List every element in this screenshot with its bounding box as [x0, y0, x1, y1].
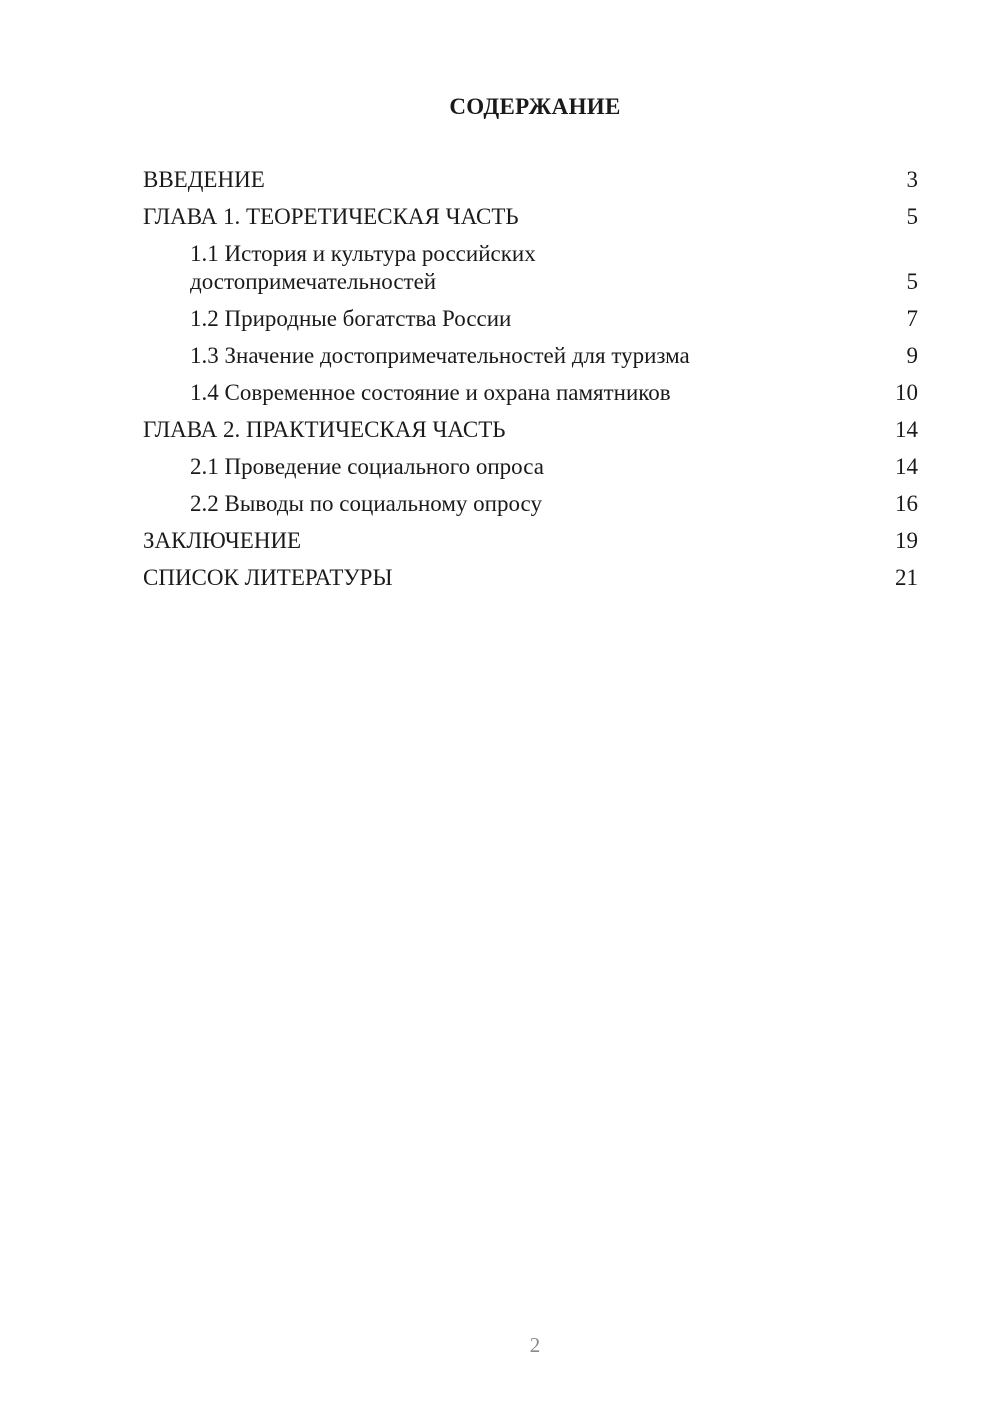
toc-entry-text: 1.2 Природные богатства России [190, 306, 512, 331]
toc-entry-text: ГЛАВА 1. ТЕОРЕТИЧЕСКАЯ ЧАСТЬ [143, 204, 519, 229]
toc-entry-page: 7 [906, 306, 918, 331]
table-of-contents [143, 166, 918, 601]
toc-entry-conclusion [143, 527, 918, 555]
toc-entry-text: 2.1 Проведение социального опроса [190, 454, 544, 479]
toc-entry-page: 3 [906, 167, 918, 192]
toc-entry-section-1-1 [143, 240, 918, 296]
toc-entry-text: ГЛАВА 2. ПРАКТИЧЕСКАЯ ЧАСТЬ [143, 417, 506, 442]
toc-entry-section-1-4 [143, 379, 918, 407]
toc-entry-page: 5 [906, 204, 918, 229]
toc-entry-text: 1.1 История и культура российских достопримечательностей [190, 241, 536, 294]
toc-entry-text: 1.3 Значение достопримечательностей для туризма [190, 343, 690, 368]
page-number: 2 [529, 1333, 541, 1357]
toc-entry-page: 21 [895, 565, 918, 590]
toc-entry-references [143, 564, 918, 592]
toc-entry-page: 10 [895, 380, 918, 405]
toc-entry-page: 14 [895, 454, 918, 479]
toc-entry-section-1-2 [143, 305, 918, 333]
toc-entry-section-1-3 [143, 342, 918, 370]
toc-entry-text: СПИСОК ЛИТЕРАТУРЫ [143, 565, 393, 590]
toc-entry-text: 2.2 Выводы по социальному опросу [190, 491, 542, 516]
toc-entry-page: 16 [895, 491, 918, 516]
toc-entry-text: ВВЕДЕНИЕ [143, 167, 265, 192]
toc-entry-section-2-2 [143, 490, 918, 518]
toc-title: СОДЕРЖАНИЕ [449, 94, 621, 119]
toc-entry-text: ЗАКЛЮЧЕНИЕ [143, 528, 302, 553]
toc-entry-page: 9 [906, 343, 918, 368]
toc-entry-page: 14 [895, 417, 918, 442]
toc-entry-introduction [143, 166, 918, 194]
toc-entry-page: 5 [906, 269, 918, 294]
toc-entry-text: 1.4 Современное состояние и охрана памятников [190, 380, 671, 405]
toc-entry-chapter-2 [143, 416, 918, 444]
toc-entry-section-2-1 [143, 453, 918, 481]
toc-entry-chapter-1 [143, 203, 918, 231]
toc-entry-page: 19 [895, 528, 918, 553]
